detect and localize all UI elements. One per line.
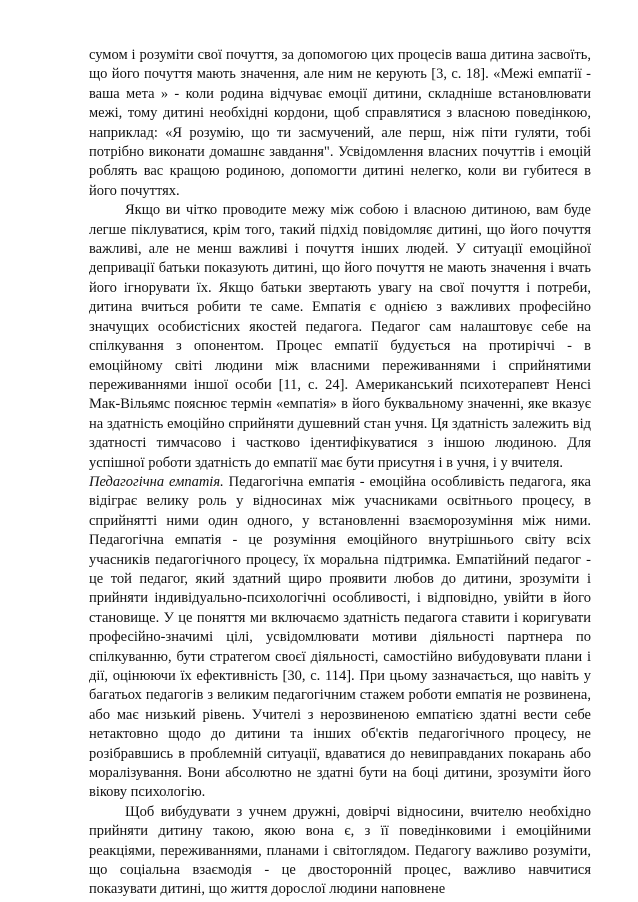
paragraph-pedagogical-empathy [89,473,591,803]
section-lead-heading: Педагогічна емпатія. [89,473,224,490]
paragraph-body: Педагогічна емпатія - емоційна особливість педагога, яка відіграє велику роль у відносинах між учасниками освітнього процесу, в сприйнятті ними один одного, у встановленні взаєморозуміння між ними. Педагогічна емпатія - це розуміння емоційного внутрішнього світу всіх учасників педагогічного процесу, їх моральна підтримка. Емпатійний педагог - це той педагог, який здатний щиро проявити любов до дитини, зрозуміти і прийняти індивідуально-психологічні особливості, і відповідно, увійти в його становище. У це поняття ми включаємо здатність педагога ставити і коригувати професійно-значимі цілі, усвідомлювати мотиви діяльності партнера по спілкуванню, бути стратегом своєї діяльності, самостійно вибудовувати плани і дії, оцінюючи їх ефективність [30, с. 114]. При цьому зазначається, що навіть у багатьох педагогів з великим педагогічним стажем роботи емпатія не розвинена, або має низький рівень. Учителі з нерозвиненою емпатією здатні вести себе нетактовно щодо до дитини та інших об'єктів педагогічного процесу, не розібравшись в проблемній ситуації, вдаватися до невиправданих покарань або моралізування. Вони абсолютно не здатні бути на боці дитини, зрозуміти його вікову психологію. [89,473,591,801]
paragraph-continuation: сумом і розуміти свої почуття, за допомогою цих процесів ваша дитина засвоїть, що його почуття мають значення, але ним не керують [3, с. 18]. «Межі емпатії - ваша мета » - коли родина відчуває емоції дитини, складніше встановлювати межі, тому дитині необхідні кордони, щоб справлятися з власною поведінкою, наприклад: «Я розумію, що ти засмучений, але перш, ніж піти гуляти, тобі потрібно виконати домашнє завдання". Усвідомлення власних почуттів і емоцій роблять вас кращою родиною, допомогти дитині нелегко, коли ви губитеся в його почуттях. [89,47,591,199]
paragraph-trust-relations: Щоб вибудувати з учнем дружні, довірчі відносини, вчителю необхідно прийняти дитину такою, якою вона є, з її поведінковими і емоційними реакціями, переживаннями, планами і світоглядом. Педагогу важливо розуміти, що соціальна взаємодія - це двосторонній процес, важливо навчитися показувати дитині, що життя дорослої людини наповнене [89,803,591,898]
paragraph-boundaries: Якщо ви чітко проводите межу між собою і власною дитиною, вам буде легше піклуватися, крім того, такий підхід повідомляє дитині, що його почуття важливі, але не менш важливі і почуття інших людей. У ситуації емоційної депривації батьки показують дитині, що його почуття не мають значення і вчать його ігнорувати їх. Якщо батьки звертають увагу на свої почуття і потреби, дитина вчиться робити те саме. Емпатія є однією з важливих професійно значущих особистісних якостей педагога. Педагог сам налаштовує себе на спілкування з опонентом. Процес емпатії будується на протиріччі - в емоційному світі людини між власними переживаннями і сприйнятими переживаннями іншої особи [11, с. 24]. Американський психотерапевт Ненсі Мак-Вільямс пояснює термін «емпатія» в його буквальному значенні, яке вказує на здатність емоційно сприйняти душевний стан учня. Ця здатність залежить від здатності тимчасово і частково ідентифікуватися з іншою людиною. Для успішної роботи здатність до емпатії має бути присутня і в учня, і у вчителя. [89,202,591,471]
document-page [89,46,591,900]
